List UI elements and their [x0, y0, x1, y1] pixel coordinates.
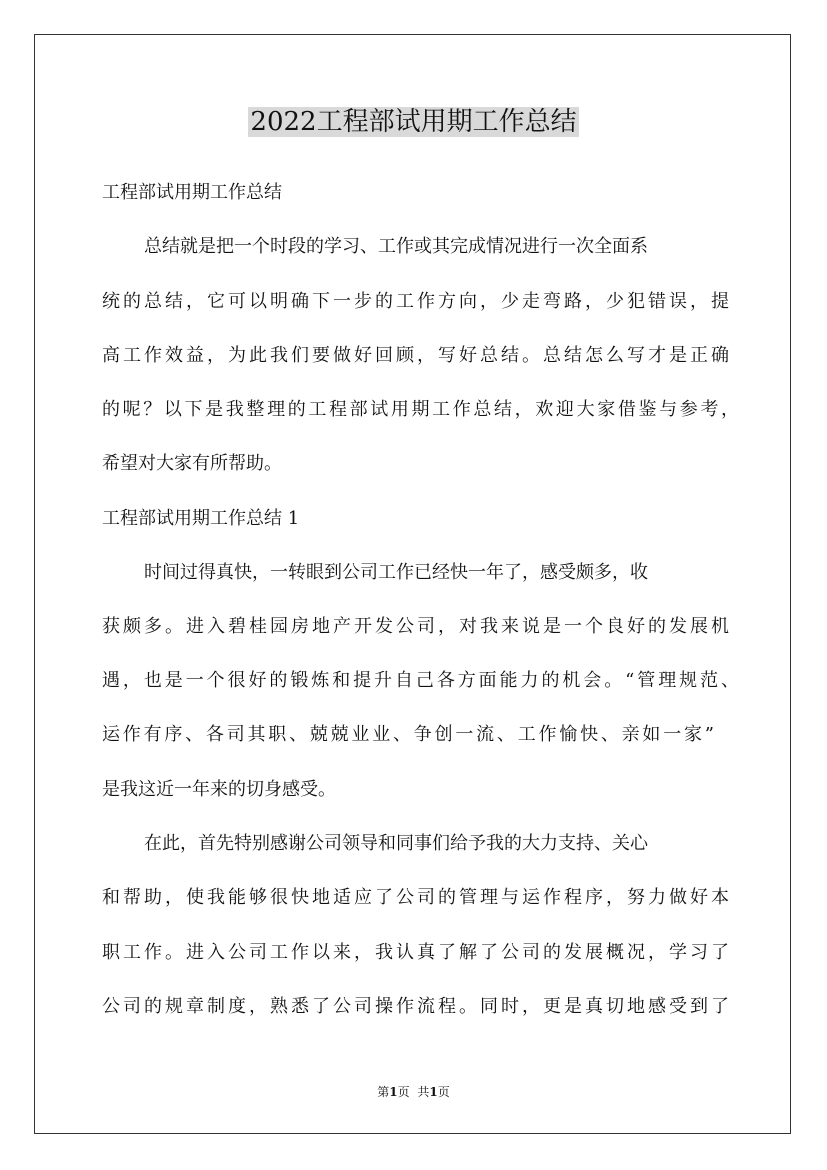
intro-line: 希望对大家有所帮助。 [102, 453, 282, 474]
page-footer [0, 1083, 827, 1101]
footer-total-suffix: 页 [437, 1085, 450, 1099]
paragraph-line: 公司的规章制度，熟悉了公司操作流程。同时，更是真切地感受到了 [102, 996, 729, 1017]
paragraph-line: 遇，也是一个很好的锻炼和提升自己各方面能力的机会。“管理规范、 [102, 670, 739, 691]
subtitle: 工程部试用期工作总结 [102, 182, 282, 203]
paragraph-line: 职工作。进入公司工作以来，我认真了解了公司的发展概况，学习了 [102, 942, 729, 963]
intro-line: 统的总结，它可以明确下一步的工作方向，少走弯路，少犯错误，提 [102, 291, 729, 312]
intro-line: 的呢？以下是我整理的工程部试用期工作总结，欢迎大家借鉴与参考， [102, 399, 739, 420]
paragraph-line: 运作有序、各司其职、兢兢业业、争创一流、工作愉快、亲如一家” [102, 724, 714, 745]
footer-page-prefix: 第 [377, 1085, 390, 1099]
footer-page-number: 1 [389, 1085, 398, 1099]
section-heading: 工程部试用期工作总结 1 [102, 508, 300, 529]
paragraph-line: 获颇多。进入碧桂园房地产开发公司，对我来说是一个良好的发展机 [102, 616, 729, 637]
paragraph-line: 时间过得真快，一转眼到公司工作已经快一年了，感受颇多，收 [144, 562, 648, 583]
document-title [0, 102, 827, 142]
paragraph-line: 在此，首先特别感谢公司领导和同事们给予我的大力支持、关心 [144, 833, 648, 854]
paragraph-line: 和帮助，使我能够很快地适应了公司的管理与运作程序，努力做好本 [102, 887, 729, 908]
intro-line: 总结就是把一个时段的学习、工作或其完成情况进行一次全面系 [144, 236, 648, 257]
footer-page-suffix: 页 [397, 1085, 410, 1099]
intro-line: 高工作效益，为此我们要做好回顾，写好总结。总结怎么写才是正确 [102, 345, 729, 366]
document-title-text: 2022工程部试用期工作总结 [250, 107, 577, 137]
footer-total-number: 1 [429, 1085, 438, 1099]
footer-total-prefix: 共 [417, 1085, 430, 1099]
paragraph-line: 是我这近一年来的切身感受。 [102, 779, 336, 800]
